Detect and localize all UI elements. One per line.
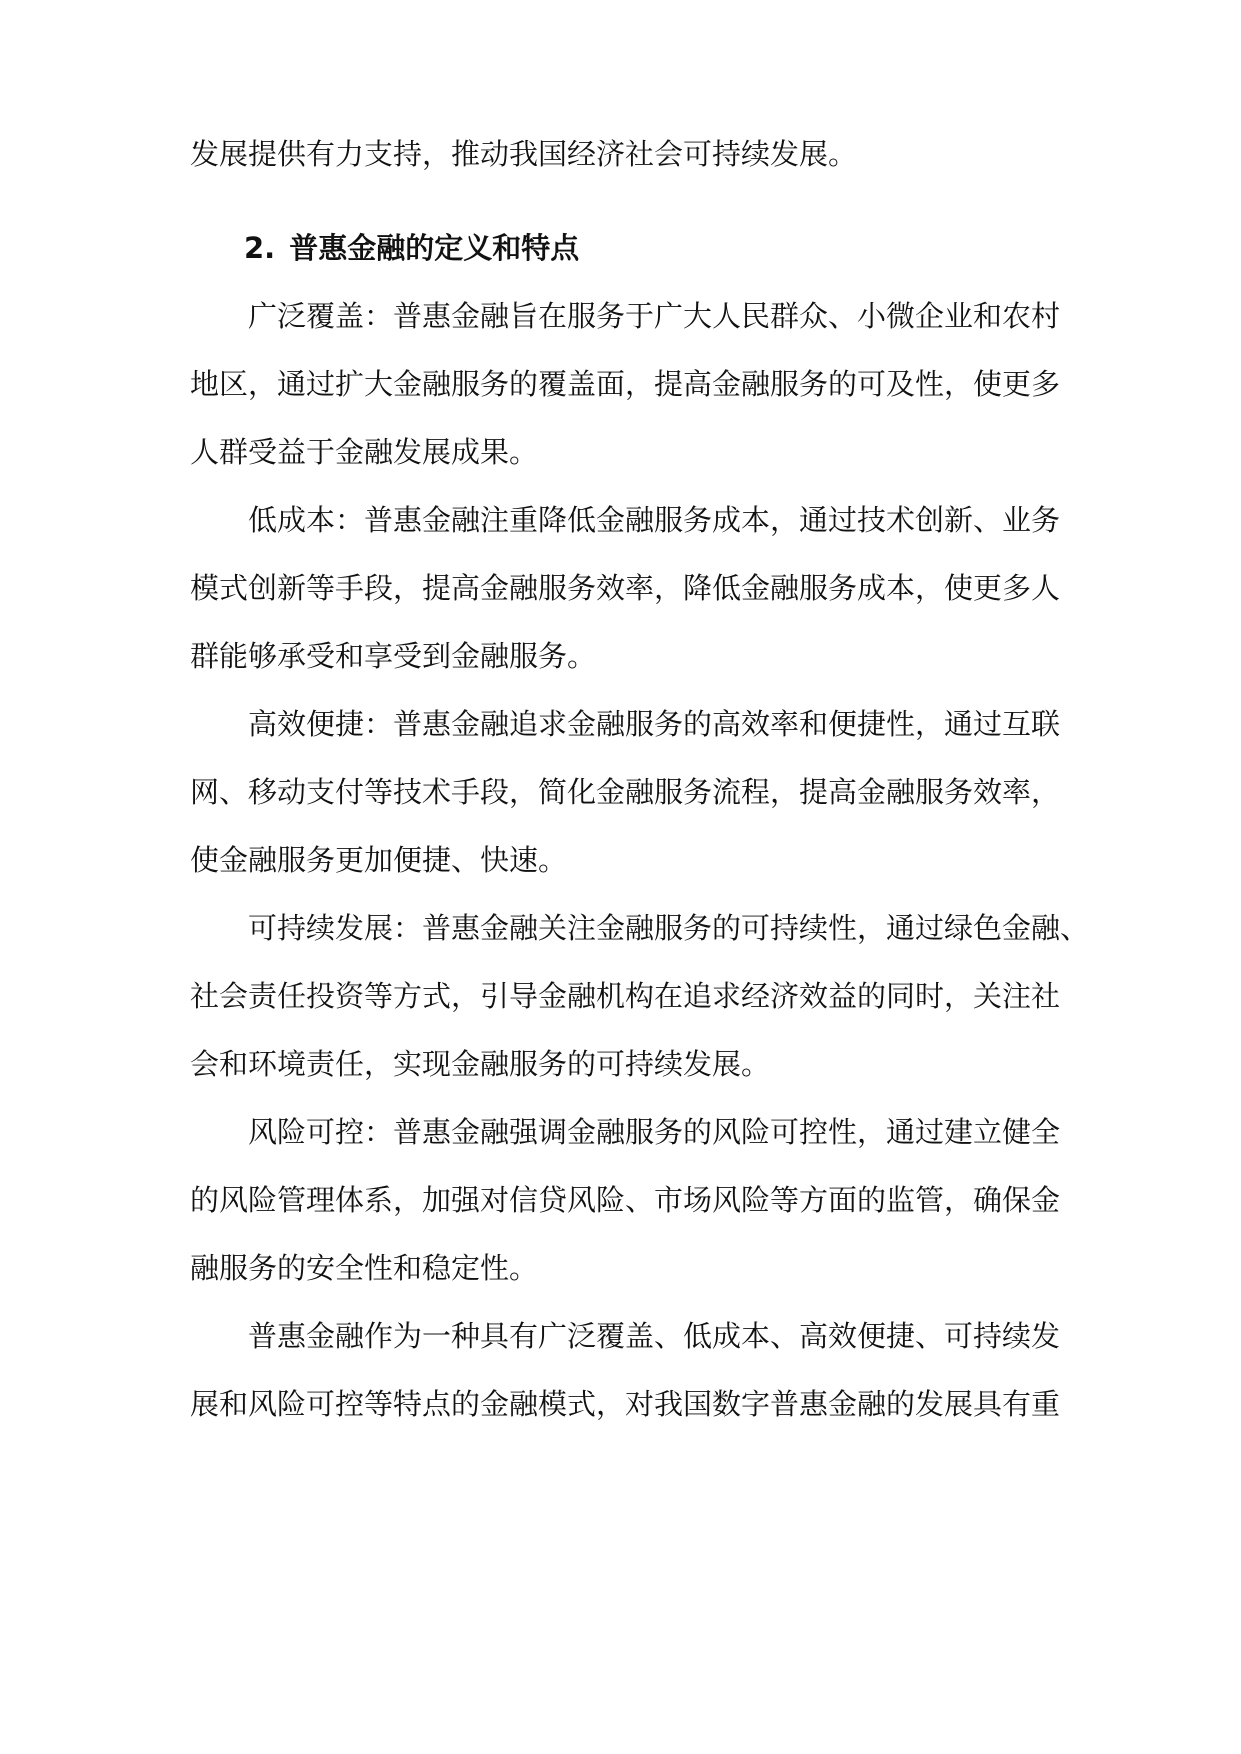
paragraph-line: 展和风险可控等特点的金融模式，对我国数字普惠金融的发展具有重 (190, 1387, 1061, 1421)
section-title: 普惠金融的定义和特点 (289, 231, 580, 265)
paragraph-line: 的风险管理体系，加强对信贷风险、市场风险等方面的监管，确保金 (190, 1183, 1061, 1217)
paragraph-line: 群能够承受和享受到金融服务。 (190, 639, 597, 673)
paragraph-line: 高效便捷：普惠金融追求金融服务的高效率和便捷性，通过互联 (248, 707, 1061, 741)
paragraph-line: 模式创新等手段，提高金融服务效率，降低金融服务成本，使更多人 (190, 571, 1061, 605)
paragraph-line: 普惠金融作为一种具有广泛覆盖、低成本、高效便捷、可持续发 (248, 1319, 1061, 1353)
section-heading (244, 228, 579, 268)
paragraph-line: 网、移动支付等技术手段，简化金融服务流程，提高金融服务效率， (190, 775, 1061, 809)
paragraph-line: 低成本：普惠金融注重降低金融服务成本，通过技术创新、业务 (248, 503, 1061, 537)
paragraph-line: 地区，通过扩大金融服务的覆盖面，提高金融服务的可及性，使更多 (190, 367, 1061, 401)
paragraph-line: 广泛覆盖：普惠金融旨在服务于广大人民群众、小微企业和农村 (248, 299, 1061, 333)
paragraph-line: 可持续发展：普惠金融关注金融服务的可持续性，通过绿色金融、 (248, 911, 1090, 945)
paragraph-line: 社会责任投资等方式，引导金融机构在追求经济效益的同时，关注社 (190, 979, 1061, 1013)
paragraph-line: 使金融服务更加便捷、快速。 (190, 843, 568, 877)
paragraph-line: 会和环境责任，实现金融服务的可持续发展。 (190, 1047, 771, 1081)
intro-tail-line: 发展提供有力支持，推动我国经济社会可持续发展。 (190, 137, 858, 171)
section-number: 2. (244, 231, 276, 265)
paragraph-line: 人群受益于金融发展成果。 (190, 435, 539, 469)
paragraph-line: 风险可控：普惠金融强调金融服务的风险可控性，通过建立健全 (248, 1115, 1061, 1149)
paragraph-line: 融服务的安全性和稳定性。 (190, 1251, 539, 1285)
